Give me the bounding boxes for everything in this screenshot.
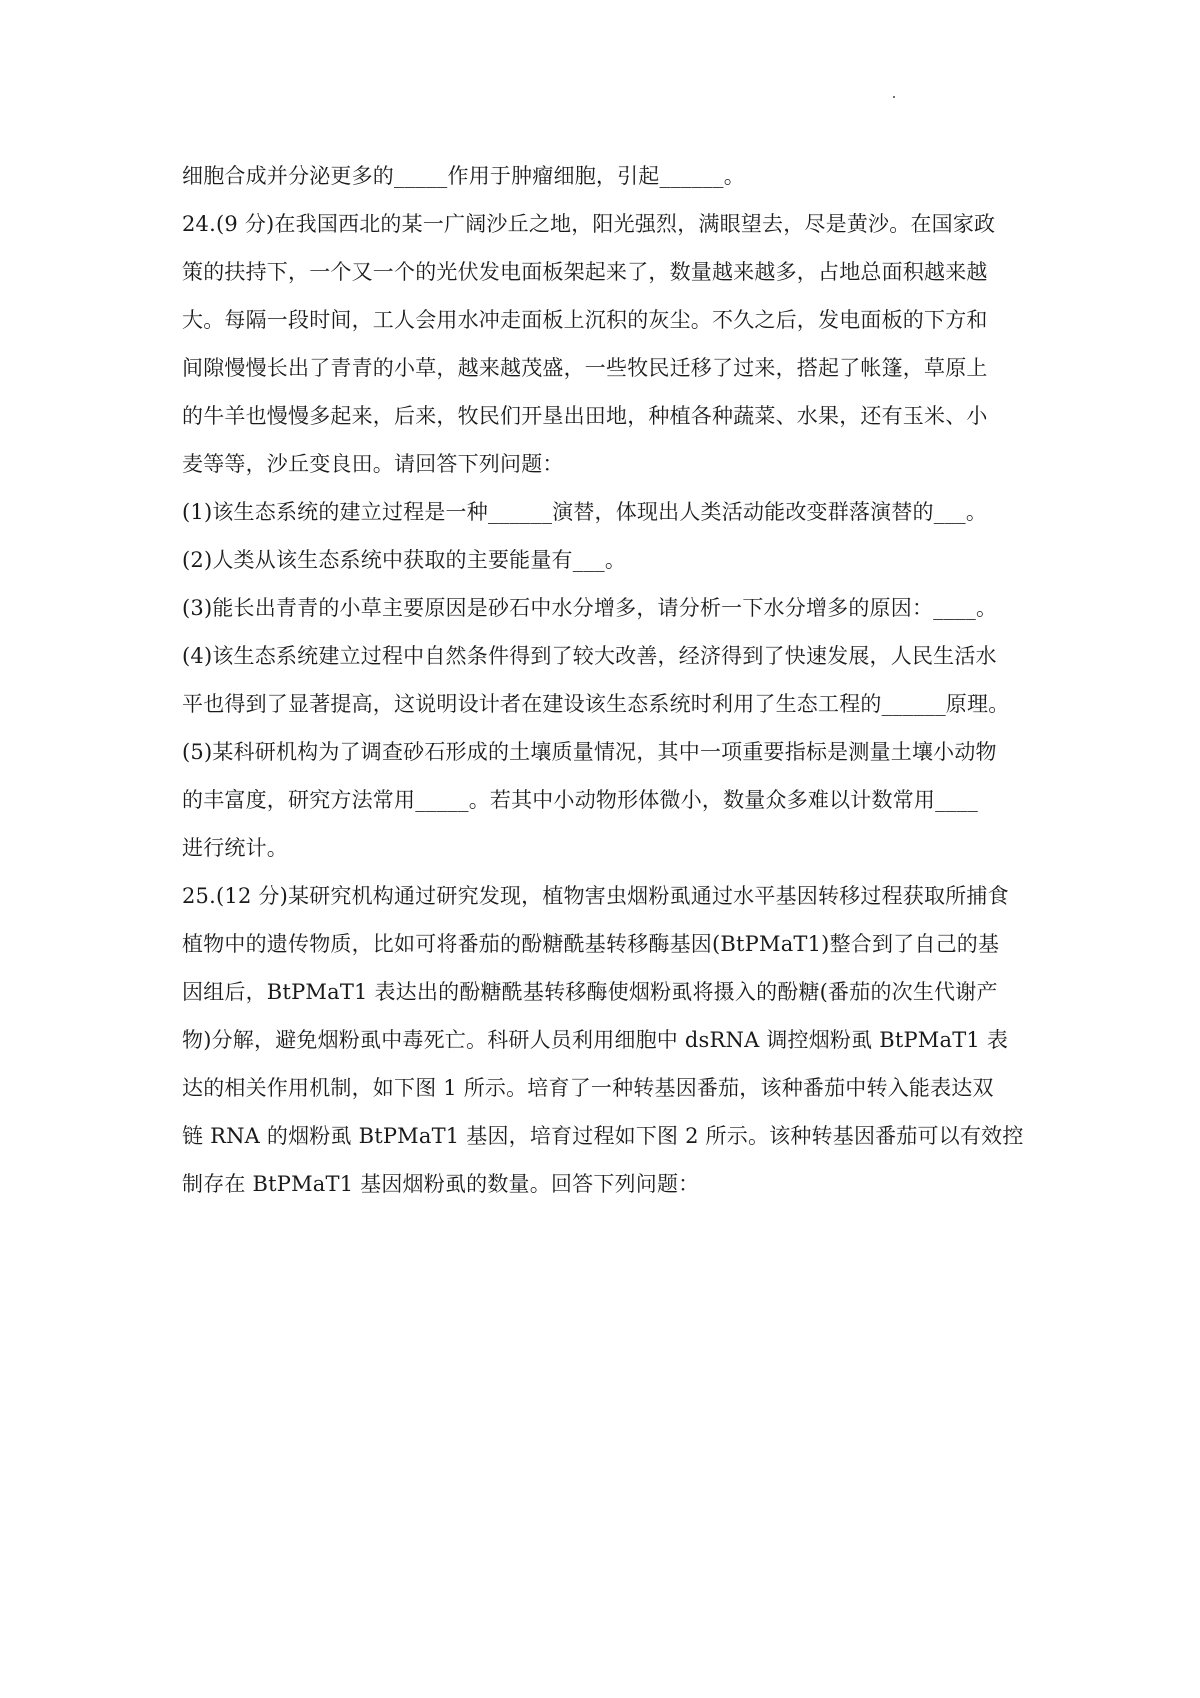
text-line: (1)该生态系统的建立过程是一种______演替，体现出人类活动能改变群落演替的___。 xyxy=(182,500,988,524)
text-line: 24.(9 分)在我国西北的某一广阔沙丘之地，阳光强烈，满眼望去，尽是黄沙。在国家政 xyxy=(182,212,996,236)
text-line: 因组后，BtPMaT1 表达出的酚糖酰基转移酶使烟粉虱将摄入的酚糖(番茄的次生代谢产 xyxy=(182,980,998,1004)
text-line: (5)某科研机构为了调查砂石形成的土壤质量情况，其中一项重要指标是测量土壤小动物 xyxy=(182,740,997,764)
text-line: 麦等等，沙丘变良田。请回答下列问题： xyxy=(182,452,564,476)
text-line: (4)该生态系统建立过程中自然条件得到了较大改善，经济得到了快速发展，人民生活水 xyxy=(182,644,997,668)
text-line: 间隙慢慢长出了青青的小草，越来越茂盛，一些牧民迁移了过来，搭起了帐篷，草原上 xyxy=(182,356,988,380)
text-line: 的牛羊也慢慢多起来，后来，牧民们开垦出田地，种植各种蔬菜、水果，还有玉米、小 xyxy=(182,404,988,428)
text-line: 达的相关作用机制，如下图 1 所示。培育了一种转基因番茄，该种番茄中转入能表达双 xyxy=(182,1076,994,1100)
scan-dot xyxy=(893,96,895,98)
text-line: 植物中的遗传物质，比如可将番茄的酚糖酰基转移酶基因(BtPMaT1)整合到了自己的基 xyxy=(182,932,1000,956)
text-line: 25.(12 分)某研究机构通过研究发现，植物害虫烟粉虱通过水平基因转移过程获取所捕食 xyxy=(182,884,1009,908)
document-body xyxy=(182,152,1042,1208)
text-line: 的丰富度，研究方法常用_____。若其中小动物形体微小，数量众多难以计数常用____ xyxy=(182,788,978,812)
text-line: 链 RNA 的烟粉虱 BtPMaT1 基因，培育过程如下图 2 所示。该种转基因番茄可以有效控 xyxy=(182,1124,1024,1148)
text-line: 大。每隔一段时间，工人会用水冲走面板上沉积的灰尘。不久之后，发电面板的下方和 xyxy=(182,308,988,332)
text-line: 物)分解，避免烟粉虱中毒死亡。科研人员利用细胞中 dsRNA 调控烟粉虱 BtPMaT1 表 xyxy=(182,1028,1009,1052)
text-line: 细胞合成并分泌更多的_____作用于肿瘤细胞，引起______。 xyxy=(182,164,745,188)
text-line: (3)能长出青青的小草主要原因是砂石中水分增多，请分析一下水分增多的原因：____。 xyxy=(182,596,998,620)
text-line: 平也得到了显著提高，这说明设计者在建设该生态系统时利用了生态工程的______原理。 xyxy=(182,692,1010,716)
text-line: 制存在 BtPMaT1 基因烟粉虱的数量。回答下列问题： xyxy=(182,1172,700,1196)
text-line: 进行统计。 xyxy=(182,836,288,860)
text-line: 策的扶持下，一个又一个的光伏发电面板架起来了，数量越来越多，占地总面积越来越 xyxy=(182,260,988,284)
text-line: (2)人类从该生态系统中获取的主要能量有___。 xyxy=(182,548,627,572)
